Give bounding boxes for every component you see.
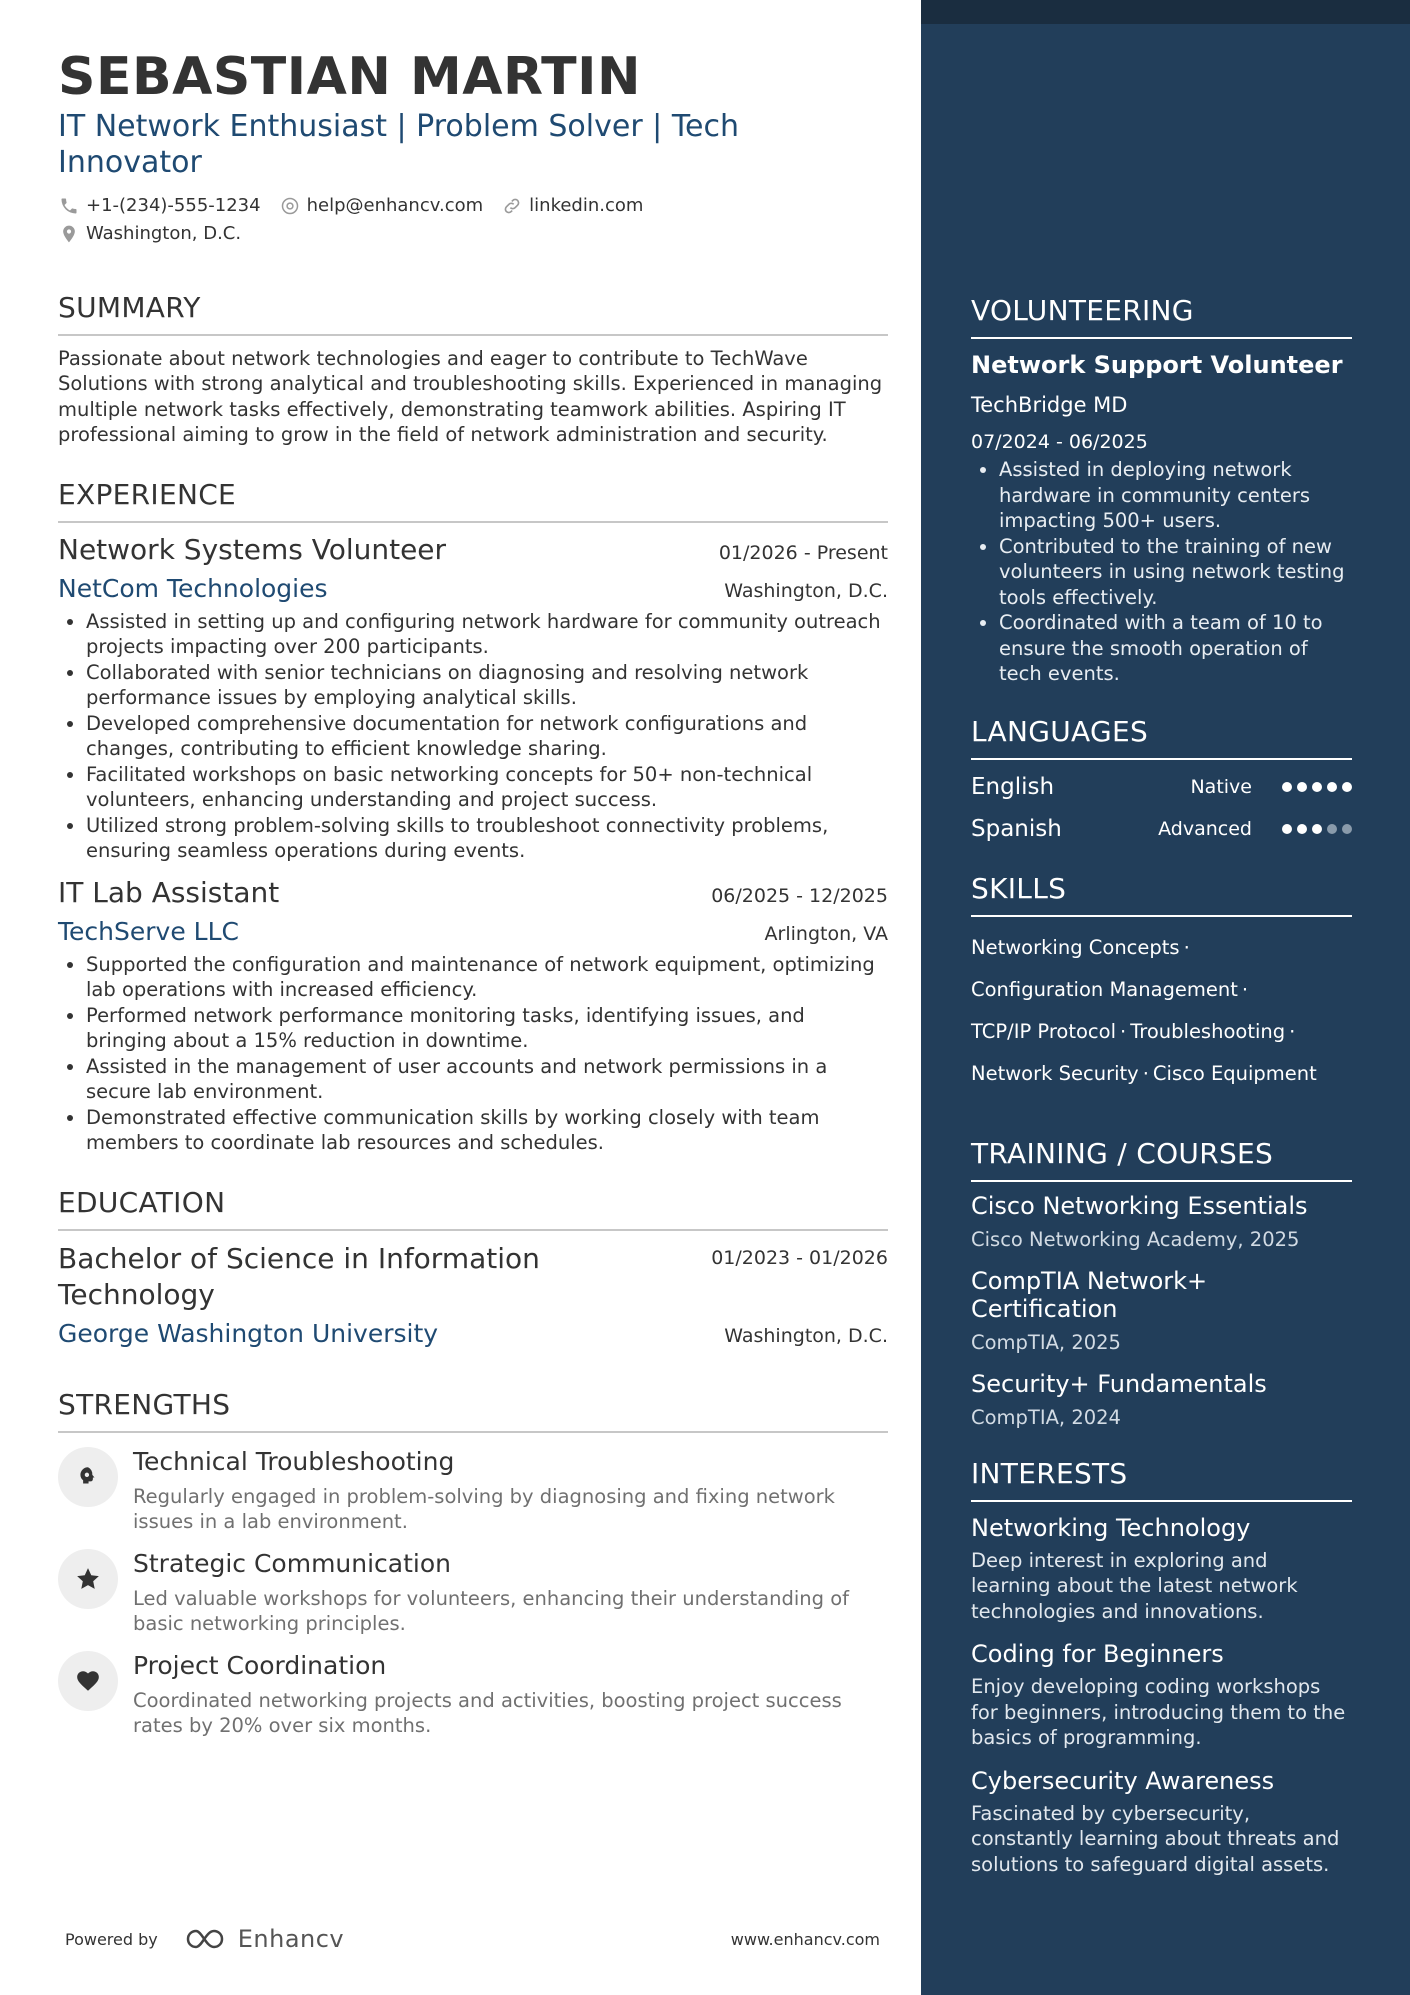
strength-item — [58, 1651, 888, 1739]
job-bullets — [58, 952, 888, 1156]
course-title: CompTIA Network+ Certification — [971, 1266, 1208, 1323]
rating-dot — [1327, 782, 1337, 792]
language-rating — [1282, 782, 1352, 792]
strength-item — [58, 1549, 888, 1637]
bullet-item: • Collaborated with senior technicians on diagnosing and resolving network performance issues by employing analytical skills. — [86, 660, 888, 711]
job-dates: 01/2026 - Present — [718, 541, 888, 564]
linkedin-text: linkedin.com — [529, 195, 644, 217]
language-level: Advanced — [1158, 817, 1252, 840]
rating-dot — [1297, 782, 1307, 792]
rating-dot — [1282, 782, 1292, 792]
rating-dot — [1342, 824, 1352, 834]
job-location: Arlington, VA — [764, 922, 888, 945]
job-dates: 06/2025 - 12/2025 — [711, 884, 888, 907]
skills-list: Networking Concepts · Configuration Management · TCP/IP Protocol · Troubleshooting · Network Security · Cisco Equipment — [971, 935, 1317, 1085]
course-item — [971, 1370, 1352, 1429]
location-contact — [58, 223, 241, 245]
interest-desc: Enjoy developing coding workshops for beginners, introducing them to the basics of programming. — [971, 1675, 1346, 1749]
degree: Bachelor of Science in Information Technology — [58, 1241, 540, 1311]
strength-title: Technical Troubleshooting — [133, 1446, 455, 1476]
interest-title: Networking Technology — [971, 1513, 1251, 1542]
location-text: Washington, D.C. — [86, 223, 242, 245]
job-location: Washington, D.C. — [724, 579, 888, 602]
job-bullets — [58, 609, 888, 864]
location-pin-icon — [58, 223, 80, 245]
school: George Washington University — [58, 1318, 439, 1348]
rating-dot — [1327, 824, 1337, 834]
course-item — [971, 1192, 1352, 1251]
course-provider: CompTIA, 2025 — [971, 1330, 1121, 1354]
interest-item — [971, 1767, 1352, 1878]
powered-by-label: Powered by — [65, 1929, 158, 1949]
brand-name: Enhancv — [237, 1925, 345, 1953]
volunteer-bullets — [971, 457, 1352, 687]
language-rating — [1282, 824, 1352, 834]
education-dates: 01/2023 - 01/2026 — [711, 1246, 888, 1269]
link-icon — [501, 195, 523, 217]
job-role: Network Systems Volunteer — [58, 532, 447, 566]
course-provider: Cisco Networking Academy, 2025 — [971, 1227, 1300, 1251]
candidate-name: SEBASTIAN MARTIN — [58, 47, 642, 107]
email-text: help@enhancv.com — [306, 195, 484, 217]
phone-contact[interactable] — [58, 195, 261, 217]
education-heading: EDUCATION — [58, 1186, 888, 1231]
course-title: Cisco Networking Essentials — [971, 1191, 1308, 1220]
experience-heading: EXPERIENCE — [58, 478, 888, 523]
enhancv-logo-icon — [182, 1926, 228, 1952]
job-entry — [58, 533, 888, 864]
interest-item — [971, 1640, 1352, 1751]
language-item — [971, 772, 1352, 802]
volunteer-org: TechBridge MD — [971, 393, 1128, 417]
phone-icon — [58, 195, 80, 217]
interest-desc: Fascinated by cybersecurity, constantly learning about threats and solutions to safeguard digital assets. — [971, 1801, 1340, 1876]
bullet-item: • Developed comprehensive documentation for network configurations and changes, contributing to efficient knowledge sharing. — [86, 711, 888, 762]
skill-item: Cisco Equipment — [1152, 1061, 1317, 1085]
interest-title: Coding for Beginners — [971, 1640, 1224, 1668]
education-entry — [58, 1241, 888, 1348]
interest-title: Cybersecurity Awareness — [971, 1766, 1275, 1795]
footer-url[interactable]: www.enhancv.com — [730, 1929, 880, 1949]
job-company: NetCom Technologies — [58, 573, 328, 603]
heart-icon — [58, 1651, 118, 1711]
volunteer-dates: 07/2024 - 06/2025 — [971, 431, 1148, 453]
interest-item — [971, 1514, 1352, 1625]
job-role: IT Lab Assistant — [58, 875, 280, 909]
rating-dot — [1312, 824, 1322, 834]
rating-dot — [1297, 824, 1307, 834]
volunteering-heading: VOLUNTEERING — [971, 294, 1352, 339]
bullet-item: • Utilized strong problem-solving skills to troubleshoot connectivity problems, ensuring seamless operations during events. — [86, 813, 888, 864]
rating-dot — [1282, 824, 1292, 834]
bullet-item: • Coordinated with a team of 10 to ensure the smooth operation of tech events. — [999, 610, 1352, 687]
strengths-heading: STRENGTHS — [58, 1388, 888, 1433]
volunteer-role: Network Support Volunteer — [971, 351, 1343, 379]
bullet-item: • Assisted in the management of user accounts and network permissions in a secure lab environment. — [86, 1054, 888, 1105]
course-provider: CompTIA, 2024 — [971, 1405, 1121, 1429]
rating-dot — [1342, 782, 1352, 792]
bullet-item: • Performed network performance monitoring tasks, identifying issues, and bringing about a 15% reduction in downtime. — [86, 1003, 888, 1054]
sidebar-top-bar — [921, 0, 1410, 24]
bullet-item: • Demonstrated effective communication skills by working closely with team members to coordinate lab resources and schedules. — [86, 1105, 888, 1156]
star-icon — [58, 1549, 118, 1609]
skill-item: Network Security — [971, 1061, 1139, 1085]
language-item — [971, 814, 1352, 844]
training-heading: TRAINING / COURSES — [971, 1137, 1352, 1182]
strength-title: Project Coordination — [133, 1650, 387, 1680]
enhancv-logo[interactable] — [182, 1925, 344, 1953]
strength-desc: Regularly engaged in problem-solving by diagnosing and fixing network issues in a lab environment. — [133, 1484, 835, 1534]
bullet-item: • Supported the configuration and maintenance of network equipment, optimizing lab operations with increased efficiency. — [86, 952, 888, 1003]
strength-title: Strategic Communication — [133, 1548, 452, 1578]
at-icon — [279, 195, 301, 217]
strength-desc: Led valuable workshops for volunteers, enhancing their understanding of basic networking principles. — [133, 1586, 849, 1636]
footer — [65, 1925, 880, 1953]
interest-desc: Deep interest in exploring and learning about the latest network technologies and innovations. — [971, 1548, 1298, 1623]
bullet-item: • Contributed to the training of new volunteers in using network testing tools effectively. — [999, 534, 1352, 611]
course-title: Security+ Fundamentals — [971, 1369, 1267, 1398]
bullet-item: • Assisted in deploying network hardware in community centers impacting 500+ users. — [999, 457, 1352, 534]
language-name: English — [971, 773, 1055, 800]
sidebar — [921, 0, 1410, 1995]
skill-item: TCP/IP Protocol — [971, 1019, 1117, 1043]
summary-text: Passionate about network technologies and eager to contribute to TechWave Solutions with strong analytical and troubleshooting skills. Experienced in managing multiple network tasks effectively, demonstrating teamwork abilities. Aspiring IT professional aiming to grow in the field of network administration and security. — [58, 346, 883, 447]
strength-desc: Coordinated networking projects and activities, boosting project success rates by 20% over six months. — [133, 1688, 842, 1738]
email-contact[interactable] — [279, 195, 484, 217]
skills-heading: SKILLS — [971, 872, 1352, 917]
rating-dot — [1312, 782, 1322, 792]
course-item — [971, 1267, 1352, 1354]
phone-text: +1-(234)-555-1234 — [86, 195, 261, 217]
skill-item: Configuration Management — [971, 977, 1238, 1001]
contact-info — [58, 195, 888, 245]
summary-heading: SUMMARY — [58, 291, 888, 336]
bullet-item: • Facilitated workshops on basic networking concepts for 50+ non-technical volunteers, enhancing understanding and project success. — [86, 762, 888, 813]
strength-item — [58, 1447, 888, 1535]
skill-item: Networking Concepts — [971, 935, 1180, 959]
language-name: Spanish — [971, 815, 1062, 842]
language-level: Native — [1190, 775, 1252, 798]
languages-heading: LANGUAGES — [971, 715, 1352, 760]
brain-icon — [58, 1447, 118, 1507]
linkedin-contact[interactable] — [501, 195, 643, 217]
headline: IT Network Enthusiast | Problem Solver | Tech Innovator — [58, 108, 740, 180]
school-location: Washington, D.C. — [724, 1324, 888, 1347]
skill-item: Troubleshooting — [1130, 1019, 1286, 1043]
interests-heading: INTERESTS — [971, 1457, 1352, 1502]
job-entry — [58, 876, 888, 1156]
bullet-item: • Assisted in setting up and configuring network hardware for community outreach projects impacting over 200 participants. — [86, 609, 888, 660]
job-company: TechServe LLC — [58, 916, 239, 946]
